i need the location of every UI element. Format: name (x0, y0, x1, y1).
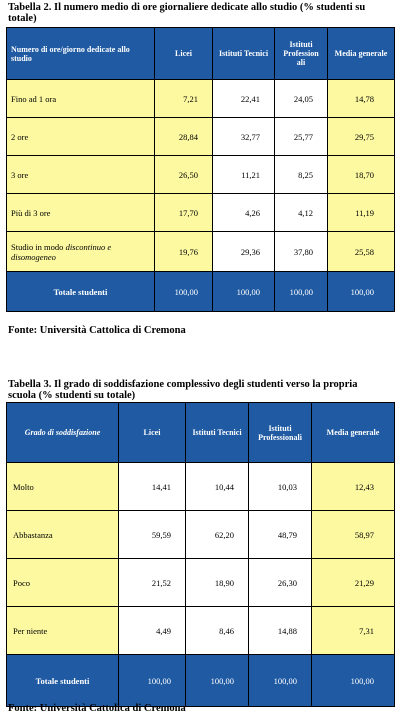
table2-header-professionali: Istituti Profession ali (275, 28, 328, 80)
cell-media: 58,97 (312, 511, 395, 559)
cell-licei: 14,41 (119, 463, 186, 511)
cell-tecnici: 11,21 (213, 156, 275, 194)
row-label-prefix: Studio in modo (11, 241, 66, 252)
table-row (7, 80, 395, 118)
table2-header-row (7, 28, 395, 80)
cell-tecnici: 18,90 (186, 559, 249, 607)
table3-header-media: Media generale (312, 403, 395, 463)
row-label: Abbastanza (7, 511, 119, 559)
cell-licei: 19,76 (155, 232, 213, 272)
row-label: Fino ad 1 ora (7, 80, 155, 118)
table3 (6, 402, 395, 707)
cell-media: 18,70 (328, 156, 395, 194)
table-row (7, 156, 395, 194)
row-label: Poco (7, 559, 119, 607)
table3-caption: Tabella 3. Il grado di soddisfazione complessivo degli studenti verso la propria scuola (% studenti su totale) (8, 379, 358, 401)
cell-media: 11,19 (328, 194, 395, 232)
total-tecnici: 100,00 (186, 655, 249, 707)
table-row (7, 607, 395, 655)
cell-tecnici: 62,20 (186, 511, 249, 559)
cell-professionali: 4,12 (275, 194, 328, 232)
table2-total-row (7, 272, 395, 312)
total-media: 100,00 (312, 655, 395, 707)
table-row (7, 194, 395, 232)
table2-header-licei: Licei (155, 28, 213, 80)
table2-header-category: Numero di ore/giorno dedicate allo studio (7, 28, 155, 80)
table-row (7, 511, 395, 559)
table3-header-row (7, 403, 395, 463)
total-professionali: 100,00 (275, 272, 328, 312)
total-licei: 100,00 (119, 655, 186, 707)
cell-licei: 4,49 (119, 607, 186, 655)
total-label: Totale studenti (7, 655, 119, 707)
cell-tecnici: 32,77 (213, 118, 275, 156)
cell-media: 14,78 (328, 80, 395, 118)
row-label-italic: discontinuo e disomogeneo (11, 241, 112, 262)
total-tecnici: 100,00 (213, 272, 275, 312)
total-label: Totale studenti (7, 272, 155, 312)
table3-header-professionali: Istituti Professionali (249, 403, 312, 463)
cell-media: 25,58 (328, 232, 395, 272)
cell-professionali: 26,30 (249, 559, 312, 607)
row-label: Molto (7, 463, 119, 511)
cell-professionali: 48,79 (249, 511, 312, 559)
table2-header-media: Media generale (328, 28, 395, 80)
cell-licei: 59,59 (119, 511, 186, 559)
table3-header-licei: Licei (119, 403, 186, 463)
cell-media: 7,31 (312, 607, 395, 655)
cell-licei: 7,21 (155, 80, 213, 118)
table2-caption: Tabella 2. Il numero medio di ore giornaliere dedicate allo studio (% studenti su totale) (8, 2, 366, 24)
cell-tecnici: 29,36 (213, 232, 275, 272)
table3-total-row (7, 655, 395, 707)
total-professionali: 100,00 (249, 655, 312, 707)
table-row (7, 463, 395, 511)
row-label: 2 ore (7, 118, 155, 156)
total-licei: 100,00 (155, 272, 213, 312)
row-label: 3 ore (7, 156, 155, 194)
cell-professionali: 24,05 (275, 80, 328, 118)
cell-tecnici: 8,46 (186, 607, 249, 655)
cell-licei: 26,50 (155, 156, 213, 194)
table-row (7, 559, 395, 607)
cell-licei: 28,84 (155, 118, 213, 156)
row-label: Più di 3 ore (7, 194, 155, 232)
cell-media: 12,43 (312, 463, 395, 511)
cell-professionali: 14,88 (249, 607, 312, 655)
cell-professionali: 37,80 (275, 232, 328, 272)
cell-licei: 21,52 (119, 559, 186, 607)
cell-tecnici: 4,26 (213, 194, 275, 232)
table-row (7, 232, 395, 272)
cell-professionali: 25,77 (275, 118, 328, 156)
cell-professionali: 10,03 (249, 463, 312, 511)
table-row (7, 118, 395, 156)
table2-source: Fonte: Università Cattolica di Cremona (8, 325, 186, 336)
cell-tecnici: 10,44 (186, 463, 249, 511)
cell-licei: 17,70 (155, 194, 213, 232)
table2-header-tecnici: Istituti Tecnici (213, 28, 275, 80)
cell-tecnici: 22,41 (213, 80, 275, 118)
table3-source: Fonte: Università Cattolica di Cremona (8, 703, 186, 714)
total-media: 100,00 (328, 272, 395, 312)
cell-media: 21,29 (312, 559, 395, 607)
row-label: Per niente (7, 607, 119, 655)
cell-professionali: 8,25 (275, 156, 328, 194)
table3-header-tecnici: Istituti Tecnici (186, 403, 249, 463)
table3-header-category: Grado di soddisfazione (7, 403, 119, 463)
cell-media: 29,75 (328, 118, 395, 156)
table2 (6, 27, 395, 312)
row-label (7, 232, 155, 272)
